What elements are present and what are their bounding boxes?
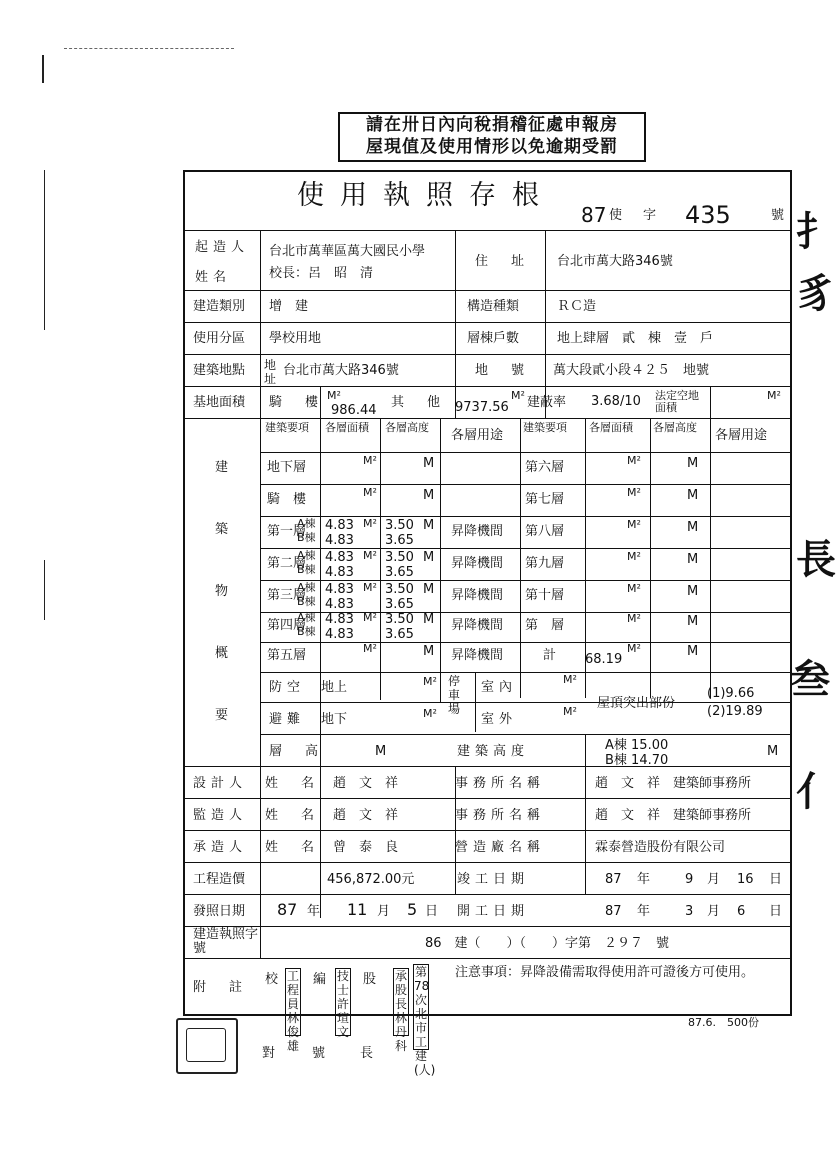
left-row-5-hunit: M <box>423 612 435 627</box>
right-row-4-item: 第十層 <box>525 588 565 603</box>
site-address-tag: 地址 <box>263 358 276 386</box>
remarks-label: 附 註 <box>193 980 248 995</box>
other-label: 其 他 <box>391 395 446 410</box>
start-day: 6 <box>737 904 746 919</box>
left-row-5-a: A棟 <box>297 611 316 624</box>
roof-label: 屋頂突出部份 <box>597 696 676 711</box>
site-label: 建築地點 <box>193 363 246 378</box>
shelter-below-unit: M² <box>423 707 437 720</box>
contractor-name-label: 姓 名 <box>265 840 320 855</box>
margin-mark-icon <box>42 55 44 83</box>
permit-number-text: 86 建（ ）（ ）字第 ２９７ 號 <box>425 936 670 951</box>
site-address: 台北市萬大路346號 <box>283 363 399 378</box>
right-row-2-hunit: M <box>687 520 699 535</box>
right-row-2-unit: M² <box>627 518 641 531</box>
shelter-above: 地上 <box>321 680 348 695</box>
roof-value-2: (2)19.89 <box>707 704 763 719</box>
building-height-a: A棟 15.00 <box>605 738 669 753</box>
contractor-name: 曾 泰 良 <box>333 840 399 855</box>
right-row-5-hunit: M <box>687 614 699 629</box>
bldg-side-0: 建 <box>215 460 229 475</box>
left-row-2-unit: M² <box>363 517 377 530</box>
right-row-0-hunit: M <box>687 456 699 471</box>
side-glyph-1-icon: 扌 <box>796 209 836 255</box>
completion-day: 16 <box>737 872 754 887</box>
contractor-office-label: 營造廠名稱 <box>455 840 546 855</box>
left-row-4-b: B棟 <box>297 595 316 608</box>
permit-number: 435 <box>685 201 731 229</box>
bldg-side-3: 概 <box>215 646 229 661</box>
left-row-4-use: 昇降機間 <box>451 588 504 603</box>
legal-open-label: 法定空地面積 <box>655 389 699 414</box>
start-year-char: 年 <box>637 904 651 919</box>
area-label: 基地面積 <box>193 395 246 410</box>
builder-address: 台北市萬大路346號 <box>557 254 673 269</box>
margin-line-2-icon <box>44 560 45 620</box>
zoning-value: 學校用地 <box>269 331 322 346</box>
floors-label: 層棟戶數 <box>467 331 520 346</box>
legal-open-unit: M² <box>767 389 781 402</box>
other-value: 9737.56 <box>455 400 509 415</box>
side-glyph-2-icon: 豸 <box>796 271 836 317</box>
left-row-3-height: 3.50 <box>385 550 414 565</box>
right-row-5-unit: M² <box>627 612 641 625</box>
shelter-label-2: 避難 <box>269 712 306 727</box>
remarks-col-3: 股 <box>363 972 377 987</box>
structure-value: ＲＣ造 <box>557 299 597 314</box>
left-row-2-a: A棟 <box>297 517 316 530</box>
bldg-header-use-2: 各層用途 <box>715 428 768 443</box>
left-row-4-area2: 4.83 <box>325 597 354 612</box>
right-row-5-item: 第 層 <box>525 618 565 633</box>
completion-label: 竣工日期 <box>457 872 530 887</box>
stamp-technician: 技士許瑄文 <box>336 969 349 1039</box>
completion-year: 87 <box>605 872 622 887</box>
designer-office: 趙 文 祥 建築師事務所 <box>595 776 752 791</box>
hao-char: 號 <box>771 208 785 223</box>
notice-line-1: 請在卅日內向稅捐稽征處申報房 <box>366 115 618 135</box>
left-row-3-item: 第二層 <box>267 556 307 571</box>
left-row-4-a: A棟 <box>297 581 316 594</box>
parking-outside: 室外 <box>481 712 518 727</box>
cost-label: 工程造價 <box>193 872 246 887</box>
coverage-label: 建蔽率 <box>527 395 567 410</box>
side-glyph-3-icon: 長 <box>796 537 836 583</box>
parking-label: 停車場 <box>447 674 460 716</box>
right-row-0-item: 第六層 <box>525 460 565 475</box>
left-row-0-unit: M² <box>363 454 377 467</box>
arcade-unit: M² <box>327 389 341 402</box>
left-row-3-use: 昇降機間 <box>451 556 504 571</box>
lot-label: 地 號 <box>475 363 530 378</box>
building-height-b: B棟 14.70 <box>605 753 669 768</box>
remarks-note: 注意事項：昇降設備需取得使用許可證後方可使用。 <box>455 965 755 980</box>
left-row-4-unit: M² <box>363 581 377 594</box>
left-row-2-height: 3.50 <box>385 518 414 533</box>
left-row-6-item: 第五層 <box>267 648 307 663</box>
tax-notice-box <box>338 112 646 162</box>
building-height-unit: M <box>767 744 779 759</box>
completion-month-char: 月 <box>707 872 721 887</box>
right-row-3-item: 第九層 <box>525 556 565 571</box>
start-month-char: 月 <box>707 904 721 919</box>
start-month: 3 <box>685 904 694 919</box>
builder-name-2: 校長：呂 昭 清 <box>269 266 374 281</box>
left-row-1-item: 騎 樓 <box>267 492 307 507</box>
remarks-col-4: 長 <box>360 1046 374 1061</box>
start-date-label: 開工日期 <box>457 904 530 919</box>
bldg-header-item-2: 建築要項 <box>523 421 567 434</box>
issue-year-char: 年 <box>307 904 321 919</box>
left-row-5-item: 第四層 <box>267 618 307 633</box>
bldg-side-2: 物 <box>215 584 229 599</box>
remarks-bottom-2: 號 <box>312 1046 326 1061</box>
designer-label: 設計人 <box>193 776 248 791</box>
supervisor-office-label: 事務所名稱 <box>455 808 546 823</box>
completion-month: 9 <box>685 872 694 887</box>
bldg-header-use: 各層用途 <box>451 428 504 443</box>
bldg-header-area: 各層面積 <box>325 421 369 434</box>
permit-number-label: 建造執照字號 <box>193 927 259 956</box>
left-row-5-use: 昇降機間 <box>451 618 504 633</box>
bldg-side-1: 築 <box>215 522 229 537</box>
builder-name-label: 姓名 <box>195 270 232 285</box>
left-row-3-unit: M² <box>363 549 377 562</box>
coverage-value: 3.68/10 <box>591 394 641 409</box>
left-row-5-b: B棟 <box>297 625 316 638</box>
left-row-2-area: 4.83 <box>325 518 354 533</box>
bldg-side-4: 要 <box>215 708 229 723</box>
left-row-3-hunit: M <box>423 550 435 565</box>
parking-outside-unit: M² <box>563 705 577 718</box>
floors-value: 地上肆層 貳 棟 壹 戶 <box>557 331 714 346</box>
left-row-3-area2: 4.83 <box>325 565 354 580</box>
seal-inner-icon <box>186 1028 226 1062</box>
scan-dash-icon <box>64 48 234 49</box>
bldg-header-height: 各層高度 <box>385 421 429 434</box>
parking-inside: 室內 <box>481 680 518 695</box>
issue-date-label: 發照日期 <box>193 904 246 919</box>
completion-year-char: 年 <box>637 872 651 887</box>
shelter-below: 地下 <box>321 712 348 727</box>
left-row-6-unit: M² <box>363 642 377 655</box>
right-row-3-unit: M² <box>627 550 641 563</box>
side-glyph-4-icon: 叁 <box>790 657 830 703</box>
building-height-label: 建築高度 <box>457 744 530 759</box>
floor-height-label: 層 高 <box>269 744 324 759</box>
left-row-5-height: 3.50 <box>385 612 414 627</box>
contractor-label: 承造人 <box>193 840 248 855</box>
designer-name-label: 姓 名 <box>265 776 320 791</box>
zoning-label: 使用分區 <box>193 331 246 346</box>
left-row-5-area2: 4.83 <box>325 627 354 642</box>
arcade-label: 騎 樓 <box>269 395 324 410</box>
right-row-2-item: 第八層 <box>525 524 565 539</box>
issue-day-char: 日 <box>425 904 439 919</box>
left-row-1-unit: M² <box>363 486 377 499</box>
left-row-6-use: 昇降機間 <box>451 648 504 663</box>
right-row-4-unit: M² <box>627 582 641 595</box>
left-row-3-height2: 3.65 <box>385 565 414 580</box>
left-row-4-area: 4.83 <box>325 582 354 597</box>
category-label: 建造類別 <box>193 299 246 314</box>
left-row-1-hunit: M <box>423 488 435 503</box>
builder-name-1: 台北市萬華區萬大國民小學 <box>269 244 426 259</box>
arcade-value: 986.44 <box>331 403 377 418</box>
category-value: 增 建 <box>269 299 309 314</box>
issue-year: 87 <box>277 900 298 919</box>
right-row-3-hunit: M <box>687 552 699 567</box>
left-row-3-a: A棟 <box>297 549 316 562</box>
remarks-col-1: 校 <box>265 972 279 987</box>
stamp-registry: 第78次北市工建(人) <box>414 965 436 1077</box>
right-row-0-unit: M² <box>627 454 641 467</box>
left-row-0-item: 地下層 <box>267 460 307 475</box>
supervisor-name-label: 姓 名 <box>265 808 320 823</box>
stamp-engineer: 工程員林俊雄 <box>286 969 299 1053</box>
cost-value: 456,872.00元 <box>327 872 415 887</box>
remarks-bottom-1: 對 <box>262 1046 276 1061</box>
structure-label: 構造種類 <box>467 299 520 314</box>
side-glyph-5-icon: 亻 <box>796 769 836 815</box>
other-unit: M² <box>511 389 525 402</box>
left-row-5-area: 4.83 <box>325 612 354 627</box>
right-row-1-item: 第七層 <box>525 492 565 507</box>
issue-day: 5 <box>407 900 418 919</box>
issue-month-char: 月 <box>377 904 391 919</box>
use-char: 使 <box>609 208 623 223</box>
bldg-header-item: 建築要項 <box>265 421 309 434</box>
left-row-2-item: 第一層 <box>267 524 307 539</box>
lot-value: 萬大段貳小段４２５ 地號 <box>553 363 710 378</box>
contractor-office: 霖泰營造股份有限公司 <box>595 840 726 855</box>
supervisor-label: 監造人 <box>193 808 248 823</box>
zi-char: 字 <box>643 208 657 223</box>
form-title: 使用執照存根 <box>297 180 555 211</box>
right-row-1-unit: M² <box>627 486 641 499</box>
supervisor-name: 趙 文 祥 <box>333 808 399 823</box>
left-row-4-item: 第三層 <box>267 588 307 603</box>
right-row-6-hunit: M <box>687 644 699 659</box>
remarks-col-2: 編 <box>313 972 327 987</box>
builder-label: 起造人 <box>195 240 250 255</box>
left-row-4-height: 3.50 <box>385 582 414 597</box>
right-row-4-hunit: M <box>687 584 699 599</box>
left-row-2-area2: 4.83 <box>325 533 354 548</box>
completion-day-char: 日 <box>769 872 783 887</box>
left-row-2-b: B棟 <box>297 531 316 544</box>
permit-year: 87 <box>581 203 607 227</box>
left-row-2-hunit: M <box>423 518 435 533</box>
supervisor-office: 趙 文 祥 建築師事務所 <box>595 808 752 823</box>
shelter-label-1: 防空 <box>269 680 306 695</box>
shelter-above-unit: M² <box>423 675 437 688</box>
roof-value-1: (1)9.66 <box>707 686 755 701</box>
right-row-1-hunit: M <box>687 488 699 503</box>
right-row-6-item: 計 <box>543 648 557 663</box>
notice-line-2: 屋現值及使用情形以免逾期受罰 <box>366 137 618 157</box>
left-row-3-b: B棟 <box>297 563 316 576</box>
right-row-6-unit: M² <box>627 642 641 655</box>
designer-office-label: 事務所名稱 <box>455 776 546 791</box>
total-area: 68.19 <box>585 652 623 667</box>
bldg-header-area-2: 各層面積 <box>589 421 633 434</box>
margin-line-icon <box>44 170 45 330</box>
start-year: 87 <box>605 904 622 919</box>
left-row-4-hunit: M <box>423 582 435 597</box>
left-row-3-area: 4.83 <box>325 550 354 565</box>
stamp-section-chief: 承股長林丹科 <box>394 969 407 1053</box>
issue-month: 11 <box>347 900 368 919</box>
parking-inside-unit: M² <box>563 673 577 686</box>
left-row-0-hunit: M <box>423 456 435 471</box>
address-label: 住 址 <box>475 254 530 269</box>
floor-height-unit: M <box>375 744 387 759</box>
left-row-5-height2: 3.65 <box>385 627 414 642</box>
print-footer: 87.6. 500份 <box>688 1016 759 1029</box>
left-row-2-height2: 3.65 <box>385 533 414 548</box>
left-row-4-height2: 3.65 <box>385 597 414 612</box>
left-row-6-hunit: M <box>423 644 435 659</box>
left-row-2-use: 昇降機間 <box>451 524 504 539</box>
start-day-char: 日 <box>769 904 783 919</box>
bldg-header-height-2: 各層高度 <box>653 421 697 434</box>
designer-name: 趙 文 祥 <box>333 776 399 791</box>
left-row-5-unit: M² <box>363 611 377 624</box>
